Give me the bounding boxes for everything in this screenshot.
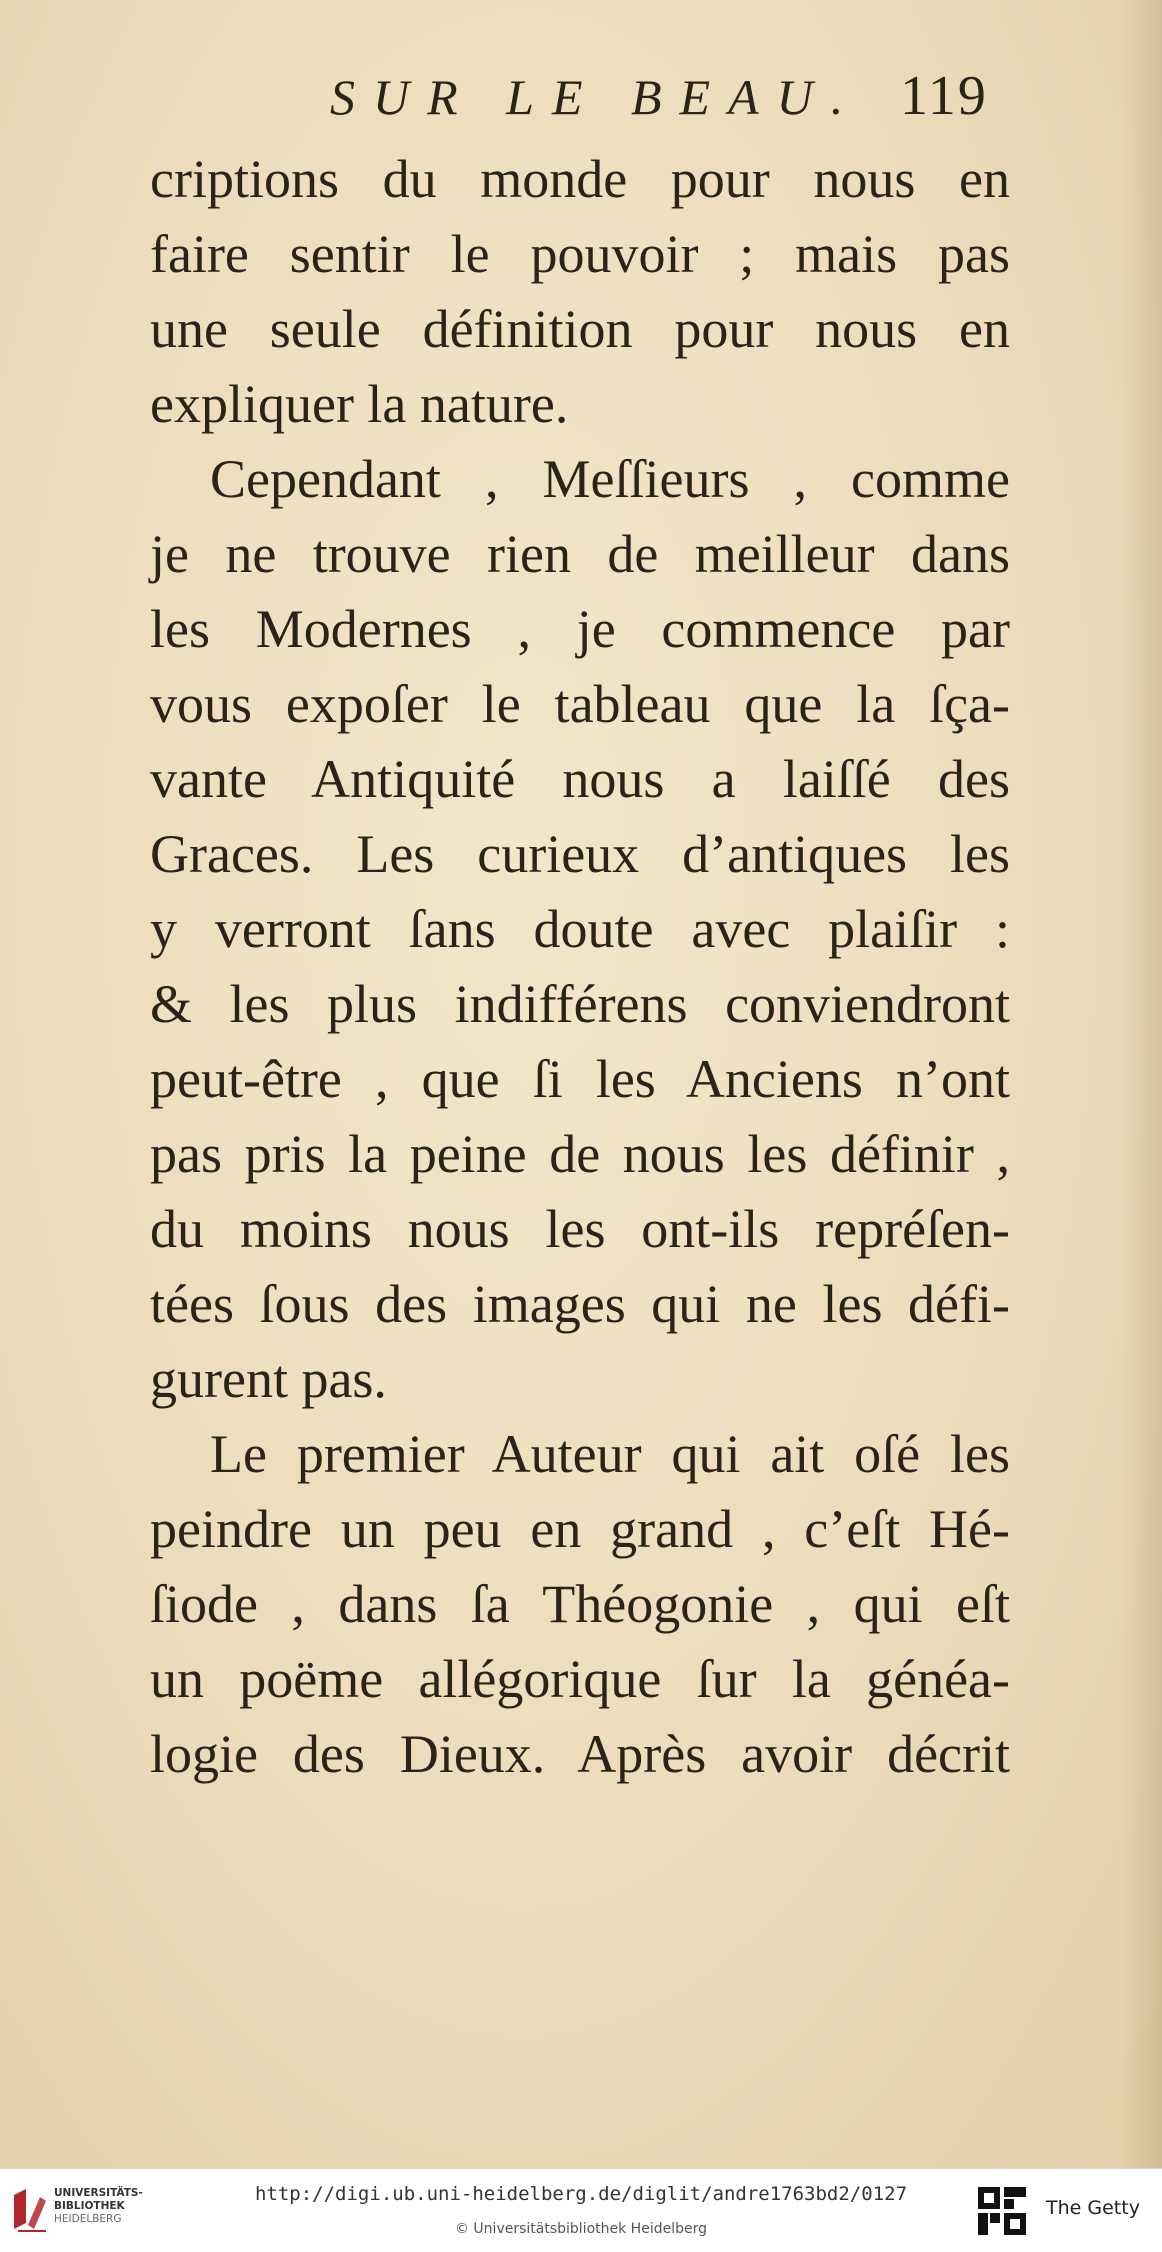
copyright-notice: © Universitätsbibliothek Heidelberg [454,2221,707,2237]
getty-logo-icon [976,2185,1028,2237]
text-line: un poëme allégorique ſur la généa- [150,1649,1010,1709]
text-line: tées ſous des images qui ne les défi- [150,1274,1010,1334]
text-line: je ne trouve rien de meilleur dans [150,524,1010,584]
text-line: expliquer la nature. [150,374,569,434]
library-name-line: BIBLIOTHEK [54,2200,125,2212]
text-line: du moins nous les ont-ils repréſen- [150,1199,1010,1259]
text-line: criptions du monde pour nous en [150,149,1010,209]
text-line: peindre un peu en grand , c’eſt Hé- [150,1499,1010,1559]
text-line: logie des Dieux. Après avoir décrit [150,1724,1010,1784]
partner-name[interactable]: The Getty [1046,2197,1140,2219]
footer-bar [0,2168,1162,2252]
text-line: gurent pas. [150,1349,387,1409]
text-line: Le premier Auteur qui ait oſé les [210,1424,1010,1484]
text-line: faire sentir le pouvoir ; mais pas [150,224,1010,284]
text-line: peut-être , que ſi les Anciens n’ont [150,1049,1010,1109]
text-line: vous expoſer le tableau que la ſça- [150,674,1010,734]
page-number: 119 [900,65,988,127]
text-line: Graces. Les curieux d’antiques les [150,824,1010,884]
text-line: vante Antiquité nous a laiſſé des [150,749,1010,809]
text-line: pas pris la peine de nous les définir , [150,1124,1010,1184]
text-line: y verront ſans doute avec plaiſir : [150,899,1010,959]
text-line: les Modernes , je commence par [150,599,1010,659]
text-line: & les plus indifférens conviendront [150,974,1010,1034]
running-head: SUR LE BEAU. [330,69,862,125]
library-name-line: HEIDELBERG [54,2213,122,2225]
permalink-url[interactable]: http://digi.ub.uni-heidelberg.de/diglit/andre1763bd2/0127 [254,2183,908,2205]
text-line: une seule définition pour nous en [150,299,1010,359]
body-text [150,142,1010,1792]
library-name-line: UNIVERSITÄTS- [54,2187,143,2199]
text-line: ſiode , dans ſa Théogonie , qui eſt [150,1574,1010,1634]
text-line: Cependant , Meſſieurs , comme [210,449,1010,509]
